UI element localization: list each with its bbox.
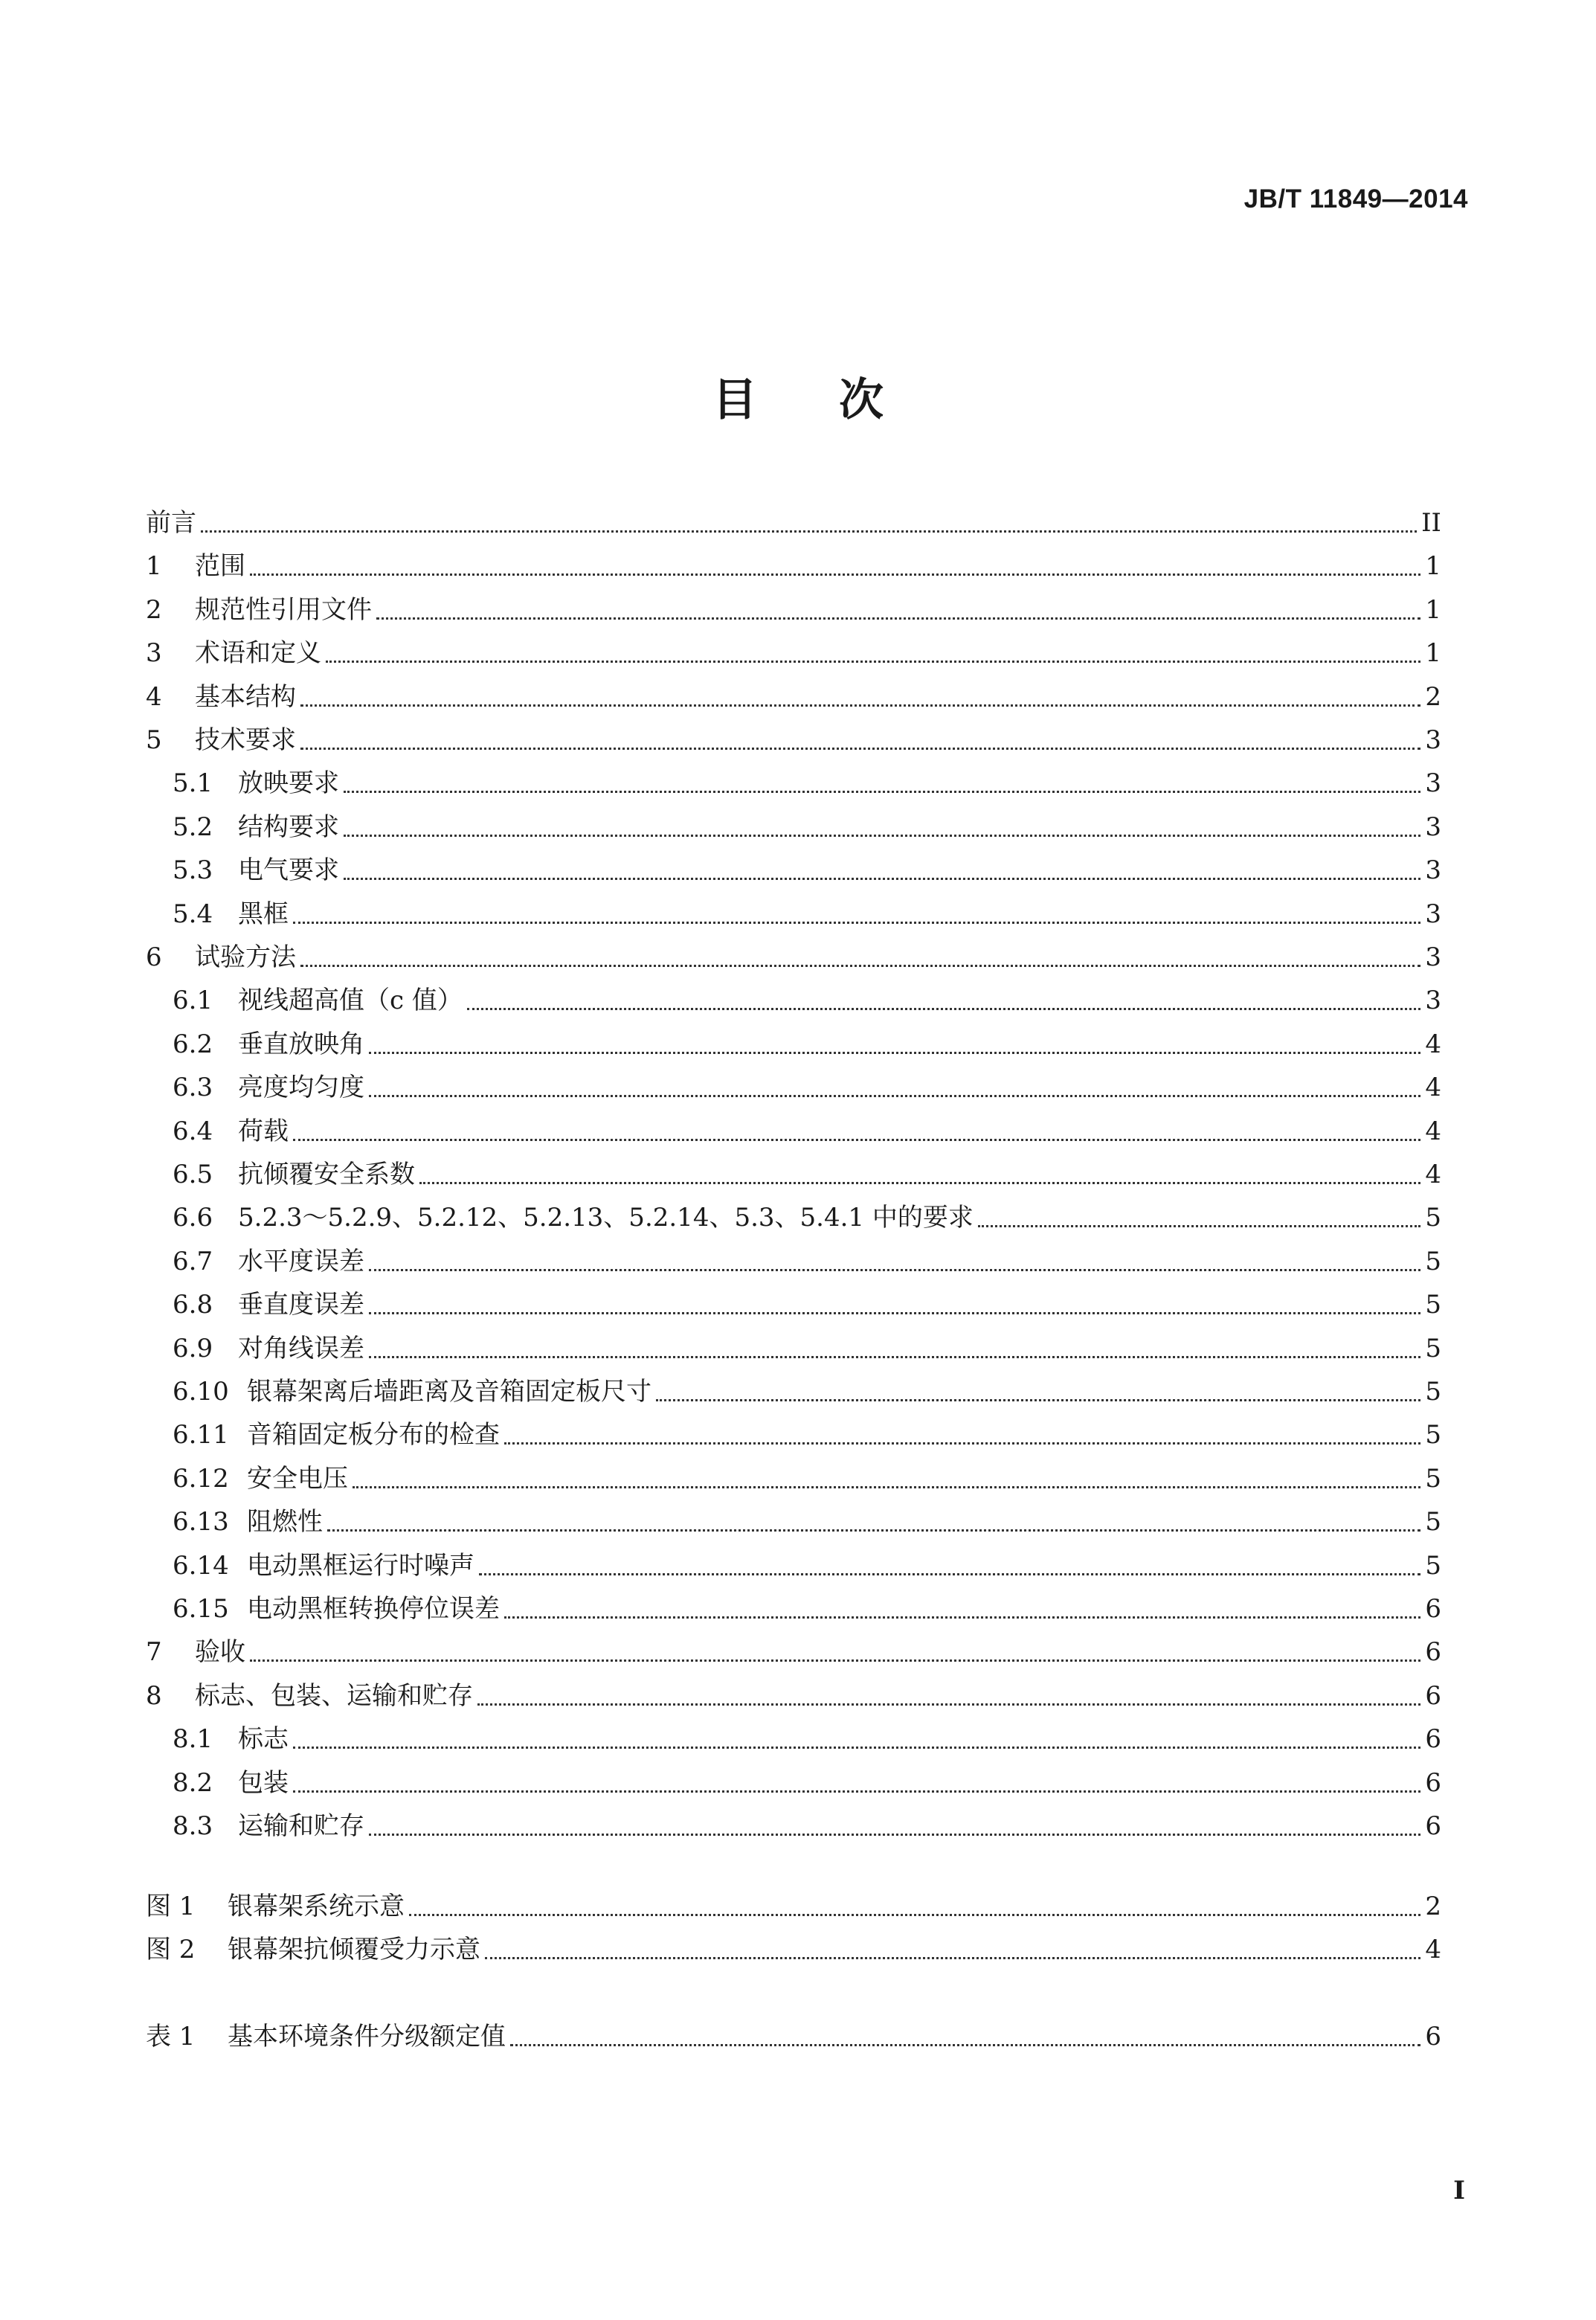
toc-entry-page: 4 (1425, 1029, 1441, 1059)
toc-entry-number: 表 1 (146, 2022, 196, 2051)
toc-entry-label: 放映要求 (238, 768, 339, 799)
toc-entry[interactable] (173, 982, 1441, 1019)
toc-entry-label: 试验方法 (195, 942, 296, 972)
toc-entry-number: 图 1 (146, 1892, 196, 1921)
toc-entry-number: 3 (146, 638, 162, 669)
dot-leader (978, 1224, 1421, 1227)
toc-entry-label: 荷载 (238, 1116, 289, 1146)
toc-entry-number: 5.1 (173, 768, 213, 799)
toc-entry-number: 6.14 (173, 1550, 229, 1581)
dot-leader (293, 1138, 1420, 1141)
toc-entry-page: 3 (1425, 986, 1441, 1016)
dot-leader (369, 1268, 1420, 1271)
toc-entry-number: 5.3 (173, 855, 213, 886)
toc-entry-page: 5 (1425, 1333, 1441, 1363)
toc-entry-label: 抗倾覆安全系数 (238, 1160, 415, 1189)
toc-entry[interactable] (173, 1764, 1441, 1802)
toc-entry[interactable] (146, 2018, 1441, 2055)
dot-leader (419, 1181, 1420, 1184)
standard-code: JB/T 11849—2014 (1243, 184, 1468, 213)
toc-entry-number: 6.3 (173, 1073, 213, 1103)
toc-entry[interactable] (173, 1373, 1441, 1410)
toc-entry[interactable] (173, 1330, 1441, 1367)
toc-entry-page: 5 (1425, 1246, 1441, 1276)
toc-entry-page: 3 (1425, 942, 1441, 972)
toc-entry-number: 6.1 (173, 986, 213, 1016)
toc-entry-page: 1 (1425, 551, 1441, 582)
dot-leader (369, 1051, 1420, 1054)
toc-entry-label: 黑框 (238, 899, 289, 929)
dot-leader (409, 1913, 1420, 1916)
toc-entry[interactable] (146, 1931, 1441, 1968)
dot-leader (300, 704, 1420, 707)
toc-entry-number: 6.2 (173, 1029, 213, 1059)
toc-entry-page: 3 (1425, 768, 1441, 799)
toc-entry-page: 1 (1425, 594, 1441, 625)
dot-leader (369, 1311, 1420, 1314)
toc-entry-label: 标志、包装、运输和贮存 (195, 1680, 473, 1711)
toc-entry[interactable] (146, 939, 1441, 976)
toc-entry-label: 水平度误差 (238, 1246, 364, 1276)
page-title: 目次 (712, 374, 965, 426)
toc-entry-label: 标志 (238, 1724, 289, 1755)
toc-entry[interactable] (173, 1113, 1441, 1150)
dot-leader (467, 1007, 1421, 1010)
toc-entry[interactable] (173, 1156, 1441, 1193)
toc-entry[interactable] (173, 1416, 1441, 1453)
toc-entry-label: 银幕架抗倾覆受力示意 (228, 1935, 480, 1964)
toc-entry-label: 亮度均匀度 (238, 1073, 364, 1103)
toc-entry[interactable] (173, 1199, 1441, 1236)
toc-entry-page: 5 (1425, 1550, 1441, 1581)
toc-entry-page: 6 (1425, 2022, 1441, 2051)
toc-entry-label: 对角线误差 (238, 1333, 364, 1363)
toc-entry-number: 5.2 (173, 812, 213, 842)
toc-entry-label: 运输和贮存 (238, 1811, 364, 1841)
toc-entry-page: 3 (1425, 855, 1441, 886)
toc-entry[interactable] (146, 1677, 1441, 1715)
toc-entry-page: 5 (1425, 1290, 1441, 1320)
toc-entry-page: 2 (1425, 1892, 1441, 1921)
toc-entry[interactable] (173, 1243, 1441, 1280)
dot-leader (479, 1572, 1420, 1575)
dot-leader (300, 747, 1420, 750)
toc-entry[interactable] (146, 634, 1441, 672)
dot-leader (300, 964, 1420, 967)
toc-entry-label: 电气要求 (238, 855, 339, 886)
toc-entry-page: 4 (1425, 1160, 1441, 1189)
dot-leader (250, 573, 1420, 576)
page-number: I (1453, 2176, 1465, 2205)
toc-entry-number: 图 2 (146, 1935, 196, 1964)
toc-entry-label: 音箱固定板分布的检查 (247, 1420, 500, 1450)
toc-entry[interactable] (146, 678, 1441, 716)
toc-entry-label: 5.2.3～5.2.9、5.2.12、5.2.13、5.2.14、5.3、5.4.1 中的要求 (238, 1203, 974, 1233)
dot-leader (293, 1790, 1420, 1793)
toc-entry-page: 5 (1425, 1507, 1441, 1537)
dot-leader (326, 660, 1420, 663)
toc-entry[interactable] (146, 1888, 1441, 1925)
toc-entry-page: 4 (1425, 1116, 1441, 1146)
dot-leader (369, 1094, 1420, 1097)
toc-entry-page: 4 (1425, 1935, 1441, 1964)
toc-entry-number: 8.1 (173, 1724, 213, 1755)
toc-entry-label: 技术要求 (195, 725, 296, 755)
dot-leader (293, 1746, 1420, 1749)
toc-entry-number: 1 (146, 551, 162, 582)
toc-entry-number: 8 (146, 1680, 162, 1711)
toc-entry-label: 阻燃性 (247, 1507, 323, 1537)
toc-entry-number: 6.8 (173, 1290, 213, 1320)
toc-entry-number: 4 (146, 681, 162, 712)
toc-entry-label: 包装 (238, 1767, 289, 1798)
toc-entry[interactable] (173, 1069, 1441, 1106)
toc-entry-label: 垂直放映角 (238, 1029, 364, 1059)
toc-entry[interactable] (173, 852, 1441, 889)
toc-entry-number: 7 (146, 1637, 162, 1668)
toc-entry-label: 基本结构 (195, 681, 296, 712)
toc-entry[interactable] (173, 765, 1441, 802)
toc-entry[interactable] (173, 1590, 1441, 1627)
toc-entry[interactable] (173, 1808, 1441, 1845)
toc-entry-number: 6.13 (173, 1507, 229, 1537)
toc-entry-page: 6 (1425, 1594, 1441, 1624)
toc-entry-label: 垂直度误差 (238, 1290, 364, 1320)
toc-entry[interactable] (173, 1026, 1441, 1063)
toc-entry-page: 5 (1425, 1463, 1441, 1494)
toc-entry-page: 3 (1425, 812, 1441, 842)
toc-entry-number: 5 (146, 725, 162, 755)
dot-leader (201, 530, 1417, 533)
toc-entry-number: 6.7 (173, 1246, 213, 1276)
toc-entry-number: 8.2 (173, 1767, 213, 1798)
dot-leader (656, 1398, 1420, 1401)
toc-entry-number: 6.4 (173, 1116, 213, 1146)
dot-leader (344, 834, 1420, 837)
toc-entry-number: 6.9 (173, 1333, 213, 1363)
toc-entry[interactable] (173, 809, 1441, 846)
toc-entry[interactable] (146, 1633, 1441, 1671)
toc-entry-label: 电动黑框转换停位误差 (247, 1594, 500, 1624)
dot-leader (353, 1485, 1420, 1488)
toc-entry[interactable] (173, 1503, 1441, 1540)
toc-entry[interactable] (146, 504, 1441, 542)
toc-entry[interactable] (173, 1286, 1441, 1323)
toc-entry-page: 3 (1425, 899, 1441, 929)
toc-entry[interactable] (173, 896, 1441, 933)
toc-entry-label: 银幕架离后墙距离及音箱固定板尺寸 (247, 1377, 651, 1407)
toc-entry[interactable] (146, 547, 1441, 585)
toc-entry-number: 6.6 (173, 1203, 213, 1233)
toc-entry-number: 6.11 (173, 1420, 229, 1450)
toc-entry-label: 范围 (195, 551, 245, 582)
dot-leader (293, 921, 1420, 924)
toc-entry-label: 电动黑框运行时噪声 (247, 1550, 474, 1581)
dot-leader (327, 1529, 1420, 1532)
toc-entry-number: 6.5 (173, 1160, 213, 1189)
dot-leader (376, 617, 1420, 620)
toc-entry-page: 3 (1425, 725, 1441, 755)
toc-entry[interactable] (146, 591, 1441, 629)
dot-leader (485, 1956, 1420, 1959)
toc-entry-number: 6.15 (173, 1594, 229, 1624)
toc-entry-page: 6 (1425, 1637, 1441, 1668)
toc-entry-label: 前言 (146, 508, 196, 538)
toc-entry-page: 4 (1425, 1073, 1441, 1103)
toc-entry-label: 术语和定义 (195, 638, 321, 669)
dot-leader (344, 790, 1420, 793)
toc-entry-page: 6 (1425, 1767, 1441, 1798)
toc-entry[interactable] (146, 722, 1441, 759)
toc-entry-page: II (1421, 508, 1441, 538)
dot-leader (250, 1659, 1420, 1662)
toc-entry-page: 6 (1425, 1680, 1441, 1711)
dot-leader (510, 2043, 1420, 2046)
dot-leader (504, 1442, 1420, 1445)
toc-entry[interactable] (173, 1720, 1441, 1758)
dot-leader (369, 1833, 1420, 1836)
toc-entry-number: 6.12 (173, 1463, 229, 1494)
toc-entry-label: 验收 (195, 1637, 245, 1668)
toc-entry-page: 5 (1425, 1420, 1441, 1450)
toc-entry-page: 1 (1425, 638, 1441, 669)
toc-entry-page: 2 (1425, 681, 1441, 712)
toc-entry[interactable] (173, 1460, 1441, 1497)
toc-entry-number: 6 (146, 942, 162, 972)
toc-entry-page: 6 (1425, 1811, 1441, 1841)
dot-leader (504, 1616, 1420, 1619)
toc-entry-number: 2 (146, 594, 162, 625)
toc-entry-number: 5.4 (173, 899, 213, 929)
dot-leader (344, 877, 1420, 880)
toc-entry-number: 8.3 (173, 1811, 213, 1841)
dot-leader (369, 1355, 1420, 1358)
toc-entry-label: 视线超高值（c 值） (238, 986, 463, 1016)
toc-entry-number: 6.10 (173, 1377, 229, 1407)
toc-entry-label: 规范性引用文件 (195, 594, 372, 625)
toc-entry-page: 5 (1425, 1377, 1441, 1407)
toc-entry-label: 安全电压 (247, 1463, 348, 1494)
toc-entry-page: 6 (1425, 1724, 1441, 1755)
dot-leader (477, 1703, 1420, 1706)
toc-entry[interactable] (173, 1547, 1441, 1584)
toc-entry-label: 结构要求 (238, 812, 339, 842)
toc-entry-label: 银幕架系统示意 (228, 1892, 405, 1921)
toc-entry-label: 基本环境条件分级额定值 (228, 2022, 506, 2051)
toc-entry-page: 5 (1425, 1203, 1441, 1233)
